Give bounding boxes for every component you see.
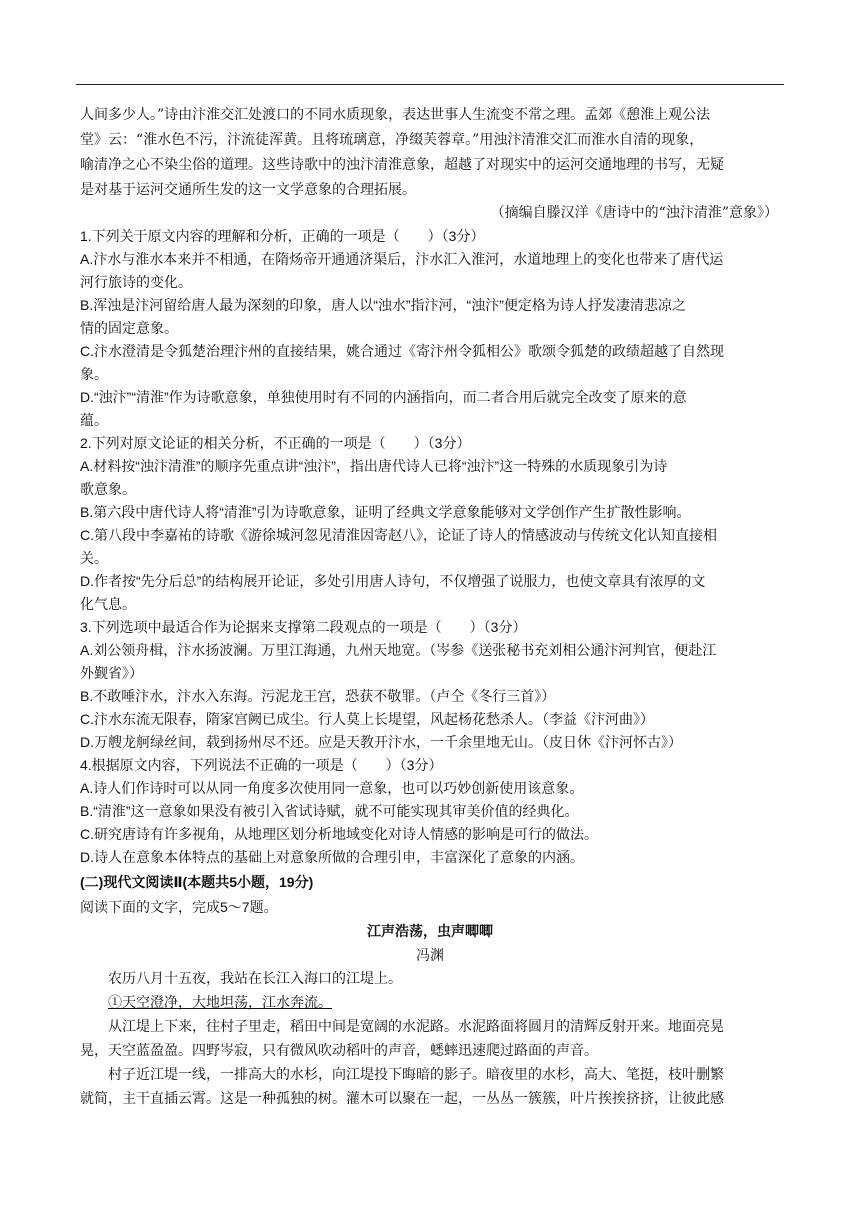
passage-line: 堂》云：“淮水色不污，汴流徒浑黄。且将琉璃意，净缀芙蓉章。”用浊汴清淮交汇而淮水自清的现象， xyxy=(80,132,704,148)
question-1-option-b: B.浑浊是汴河留给唐人最为深刻的印象，唐人以“浊水”指汴河，“浊汴”便定格为诗人抒发凄清悲凉之 xyxy=(80,297,686,313)
question-1-option-c-cont: 象。 xyxy=(80,366,108,382)
question-1-option-d: D.“浊汴”“清淮”作为诗歌意象，单独使用时有不同的内涵指向，而二者合用后就完全改变了原来的意 xyxy=(80,389,687,405)
question-2-option-b: B.第六段中唐代诗人将“清淮”引为诗歌意象，证明了经典文学意象能够对文学创作产生扩散性影响。 xyxy=(80,504,691,520)
passage-line: 人间多少人。”诗由汴淮交汇处渡口的不同水质现象，表达世事人生流变不常之理。孟郊《憩淮上观公法 xyxy=(80,107,711,123)
question-3-option-a-cont: 外觐省》） xyxy=(80,665,143,681)
question-1-option-a: A.汴水与淮水本来并不相通，在隋炀帝开通通济渠后，汴水汇入淮河，水道地理上的变化也带来了唐代运 xyxy=(80,251,724,267)
article-title: 江声浩荡，虫声唧唧 xyxy=(367,923,493,939)
question-1-option-a-cont: 河行旅诗的变化。 xyxy=(80,274,192,290)
question-2-stem: 2.下列对原文论证的相关分析，不正确的一项是（ ）（3分） xyxy=(80,435,471,451)
question-3-stem: 3.下列选项中最适合作为论据来支撑第二段观点的一项是（ ）（3分） xyxy=(80,619,527,635)
article-line: 就简，主干直插云霄。这是一种孤独的树。灌木可以聚在一起，一丛丛一簇簇，叶片挨挨挤挤，让彼此感 xyxy=(80,1091,724,1107)
passage-line: 是对基于运河交通所生发的这一文学意象的合理拓展。 xyxy=(80,182,416,198)
question-3-option-a: A.刘公领舟楫，汴水扬波澜。万里江海通，九州天地宽。（岑参《送张秘书充刘相公通汴河判官，便赴江 xyxy=(80,642,717,658)
question-2-option-c: C.第八段中李嘉祐的诗歌《游徐城河忽见清淮因寄赵八》，论证了诗人的情感波动与传统文化认知直接相 xyxy=(80,527,717,543)
article-author: 冯渊 xyxy=(416,947,444,963)
source-citation: （摘编自滕汉洋《唐诗中的“浊汴清淮”意象》） xyxy=(490,205,778,221)
question-1-option-c: C.汴水澄清是令狐楚治理汴州的直接结果，姚合通过《寄汴州令狐相公》歌颂令狐楚的政绩超越了自然现 xyxy=(80,343,724,359)
article-line: 农历八月十五夜，我站在长江入海口的江堤上。 xyxy=(80,971,402,987)
question-2-option-a: A.材料按“浊汴清淮”的顺序先重点讲“浊汴”，指出唐代诗人已将“浊汴”这一特殊的水质现象引为诗 xyxy=(80,458,668,474)
underlined-sentence: ①天空澄净，大地坦荡，江水奔流。 xyxy=(108,995,332,1011)
article-line: 村子近江堤一线，一排高大的水杉，向江堤投下晦暗的影子。暗夜里的水杉，高大、笔挺，枝叶删繁 xyxy=(80,1067,724,1083)
article-line: 从江堤上下来，往村子里走，稻田中间是宽阔的水泥路。水泥路面将圆月的清辉反射开来。地面亮晃 xyxy=(80,1019,724,1035)
question-2-option-d-cont: 化气息。 xyxy=(80,596,136,612)
question-4-option-c: C.研究唐诗有许多视角，从地理区划分析地域变化对诗人情感的影响是可行的做法。 xyxy=(80,826,598,842)
passage-line: 喻清净之心不染尘俗的道理。这些诗歌中的浊汴清淮意象，超越了对现实中的运河交通地理的书写，无疑 xyxy=(80,157,724,173)
section-heading: (二)现代文阅读Ⅱ(本题共5小题，19分) xyxy=(80,874,314,890)
reading-instruction: 阅读下面的文字，完成5～7题。 xyxy=(80,899,278,915)
question-4-option-d: D.诗人在意象本体特点的基础上对意象所做的合理引申，丰富深化了意象的内涵。 xyxy=(80,849,584,865)
question-2-option-d: D.作者按“先分后总”的结构展开论证，多处引用唐人诗句，不仅增强了说服力，也使文章具有浓厚的文 xyxy=(80,573,706,589)
question-1-option-d-cont: 蕴。 xyxy=(80,412,108,428)
question-3-option-d: D.万艘龙舸绿丝间，载到扬州尽不还。应是天教开汴水，一千余里地无山。（皮日休《汴河怀古》） xyxy=(80,734,682,750)
question-1-stem: 1.下列关于原文内容的理解和分析，正确的一项是（ ）（3分） xyxy=(80,228,485,244)
question-2-option-a-cont: 歌意象。 xyxy=(80,481,136,497)
question-1-option-b-cont: 情的固定意象。 xyxy=(80,320,178,336)
question-4-stem: 4.根据原文内容，下列说法不正确的一项是（ ）（3分） xyxy=(80,757,443,773)
question-4-option-b: B.“清淮”这一意象如果没有被引入省试诗赋，就不可能实现其审美价值的经典化。 xyxy=(80,803,579,819)
question-3-option-c: C.汴水东流无限春，隋家宫阙已成尘。行人莫上长堤望，风起杨花愁杀人。（李益《汴河曲》） xyxy=(80,711,654,727)
header-rule xyxy=(76,84,784,85)
question-2-option-c-cont: 关。 xyxy=(80,550,108,566)
question-3-option-b: B.不敢唾汴水，汴水入东海。污泥龙王宫，恐获不敬罪。（卢仝《冬行三首》） xyxy=(80,688,556,704)
question-4-option-a: A.诗人们作诗时可以从同一角度多次使用同一意象，也可以巧妙创新使用该意象。 xyxy=(80,780,584,796)
article-line: 晃，天空蓝盈盈。四野岑寂，只有微风吹动稻叶的声音，蟋蟀迅速爬过路面的声音。 xyxy=(80,1043,598,1059)
